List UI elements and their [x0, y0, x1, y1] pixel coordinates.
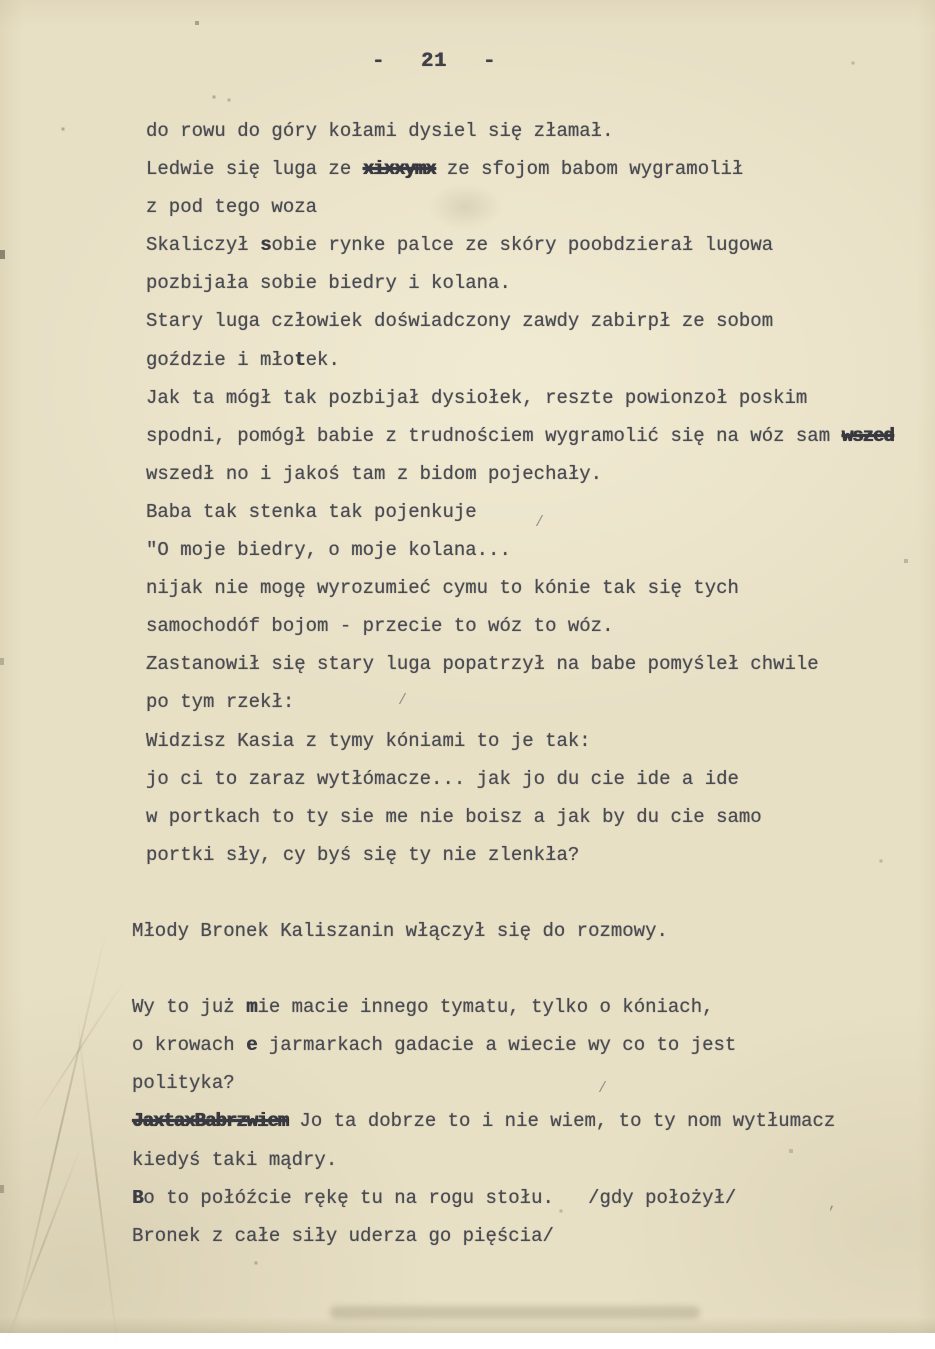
text-line — [146, 379, 935, 417]
paper-specks — [0, 0, 2, 2]
text-segment: po tym rzekł: — [146, 691, 295, 714]
stray-mark: , — [828, 1196, 838, 1213]
text-line — [146, 569, 935, 607]
text-line — [146, 722, 935, 760]
text-line — [146, 798, 935, 836]
text-segment: obie rynke palce ze skóry poobdzierał lugowa — [271, 234, 774, 257]
stray-mark: / — [398, 692, 408, 709]
text-segment: m — [246, 996, 258, 1019]
text-segment: polityka? — [132, 1072, 235, 1095]
text-segment: samochodóf bojom - przecie to wóz to wóz. — [146, 615, 614, 638]
paper-crease — [32, 978, 126, 1121]
text-segment: ze sfojom babom wygramolił — [435, 158, 744, 181]
text-segment: o to połóźcie rękę tu na rogu stołu. /gdy położył/ — [143, 1186, 737, 1209]
text-line — [132, 1026, 935, 1064]
paper-smudge — [330, 1306, 700, 1319]
text-segment: B — [132, 1186, 144, 1209]
text-segment: spodni, pomógł babie z trudnościem wygramolić się na wóz sam — [146, 424, 842, 447]
text-line — [132, 1217, 935, 1255]
text-segment: Stary luga człowiek doświadczony zawdy zabirpł ze sobom — [146, 310, 774, 333]
text-line — [132, 1141, 935, 1179]
text-segment: Widzisz Kasia z tymy kóniami to je tak: — [146, 729, 591, 752]
paper-crease — [4, 1147, 81, 1344]
text-segment: jo ci to zaraz wytłómacze... jak jo du cie ide a ide — [146, 767, 739, 790]
text-line — [146, 836, 935, 874]
text-segment: Jak ta mógł tak pozbijał dysiołek, reszte powionzoł poskim — [146, 386, 808, 409]
text-segment: kiedyś taki mądry. — [132, 1148, 338, 1171]
blank-line — [146, 950, 935, 988]
text-line — [146, 341, 935, 379]
text-line — [146, 264, 935, 302]
text-segment: Młody Bronek Kaliszanin włączył się do rozmowy. — [132, 919, 668, 942]
text-line — [146, 112, 935, 150]
text-line — [132, 1064, 935, 1102]
paper-crease — [11, 930, 107, 1340]
text-segment: ek. — [305, 348, 340, 371]
page-edge-mark — [0, 250, 5, 259]
text-segment: nijak nie mogę wyrozumieć cymu to kónie tak się tych — [146, 577, 739, 600]
text-segment: t — [294, 348, 306, 371]
text-line — [132, 1102, 935, 1140]
page-edge-mark — [0, 1185, 4, 1193]
text-segment: Bronek z całe siły uderza go pięścia/ — [132, 1224, 554, 1247]
text-line — [132, 988, 935, 1026]
page-edge-mark — [0, 658, 4, 665]
text-line — [132, 1179, 935, 1217]
text-line — [146, 150, 935, 188]
text-segment: "O moje biedry, o moje kolana... — [146, 539, 511, 562]
text-segment: e — [246, 1034, 258, 1057]
text-line — [146, 188, 935, 226]
text-segment: w portkach to ty sie me nie boisz a jak by du cie samo — [146, 805, 762, 828]
text-line — [146, 302, 935, 340]
text-segment: portki sły, cy byś się ty nie zlenkła? — [146, 843, 580, 866]
text-segment: Wy to już — [132, 996, 247, 1019]
stray-mark: / — [598, 1080, 608, 1097]
text-line — [146, 417, 935, 455]
text-line — [132, 912, 935, 950]
text-segment: z pod tego woza — [146, 196, 318, 219]
text-segment: s — [260, 234, 272, 257]
text-segment: Baba tak stenka tak pojenkuje — [146, 500, 477, 523]
text-segment: o krowach — [132, 1034, 247, 1057]
struck-out-text: wszed — [841, 424, 894, 447]
text-line — [146, 607, 935, 645]
blank-line — [146, 874, 935, 912]
text-line — [146, 760, 935, 798]
text-segment: Ledwie się luga ze — [146, 158, 363, 181]
text-segment: goździe i mło — [146, 348, 295, 371]
struck-out-text: JaxtaxBabrzwiem — [132, 1110, 289, 1133]
text-segment: ie macie innego tymatu, tylko o kóniach, — [257, 996, 714, 1019]
text-segment: jarmarkach gadacie a wiecie wy co to jest — [257, 1034, 737, 1057]
text-line — [146, 455, 935, 493]
page-number: - 21 - — [372, 50, 497, 73]
text-segment: pozbijała sobie biedry i kolana. — [146, 272, 511, 295]
text-segment: Jo ta dobrze to i nie wiem, to ty nom wytłumacz — [288, 1110, 836, 1133]
text-line — [146, 645, 935, 683]
stray-mark: / — [535, 514, 545, 531]
paper-smudge — [428, 183, 503, 231]
text-line — [146, 531, 935, 569]
text-segment: Skaliczył — [146, 234, 261, 257]
text-segment: wszedł no i jakoś tam z bidom pojechały. — [146, 462, 603, 485]
typewritten-text — [132, 112, 935, 1255]
text-segment: Zastanowił się stary luga popatrzył na babe pomyśleł chwile — [146, 653, 819, 676]
text-line — [146, 683, 935, 721]
text-line — [146, 226, 935, 264]
struck-out-text: xixxymx — [362, 158, 436, 181]
paper-crease — [75, 1011, 118, 1349]
text-segment: do rowu do góry kołami dysiel się złamał. — [146, 120, 614, 142]
